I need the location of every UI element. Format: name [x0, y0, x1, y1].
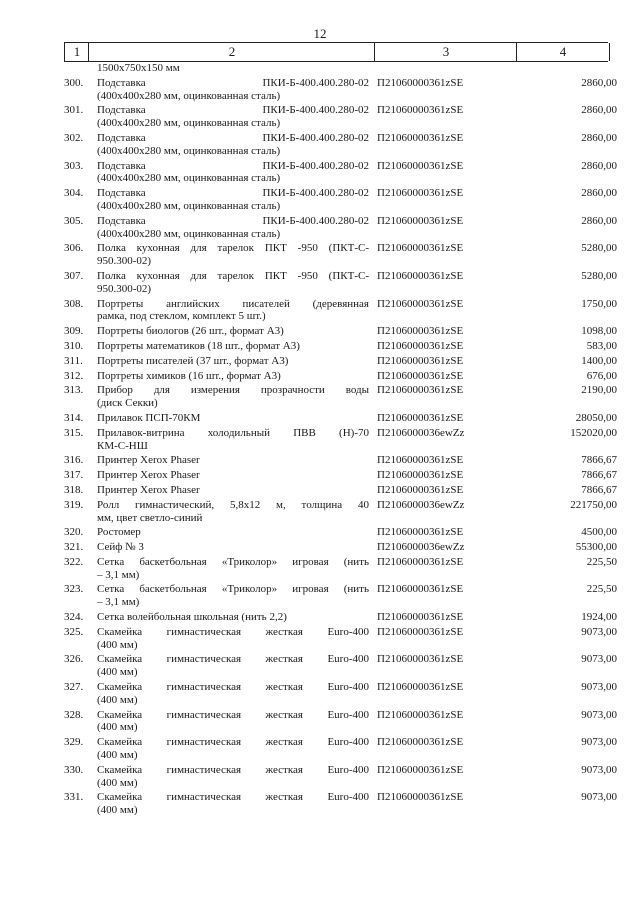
- row-price: 9073,00: [581, 763, 617, 776]
- description-line-1: Портреты английских писателей (деревянная: [97, 297, 369, 310]
- description-line-1: Подставка ПКИ-Б-400.400.280-02: [97, 159, 369, 172]
- row-number: 327.: [64, 681, 84, 694]
- row-description: [97, 160, 369, 186]
- table-row: [64, 681, 624, 707]
- description-line-1: Принтер Xerox Phaser: [97, 454, 200, 467]
- row-code: П21060000361zSE: [377, 653, 464, 666]
- table-row: [64, 298, 624, 324]
- description-line-1: Скамейка гимнастическая жесткая Euro-400: [97, 708, 369, 721]
- description-line-1: Портреты математиков (18 шт., формат А3): [97, 339, 300, 352]
- table-row: [64, 469, 624, 482]
- description-line-1: Прилавок-витрина холодильный ПВВ (Н)-70: [97, 426, 369, 439]
- row-code: П21060000361zSE: [377, 763, 464, 776]
- row-number: 317.: [64, 469, 84, 482]
- row-price: 2860,00: [581, 104, 617, 117]
- row-description: [97, 764, 369, 790]
- header-col-1: 1: [64, 43, 89, 61]
- description-line-1: Скамейка гимнастическая жесткая Euro-400: [97, 736, 369, 749]
- row-description: [97, 242, 369, 268]
- row-price: 2860,00: [581, 214, 617, 227]
- row-number: 330.: [64, 763, 84, 776]
- row-number: 324.: [64, 611, 84, 624]
- table-row: [64, 370, 624, 383]
- table-row: [64, 556, 624, 582]
- row-code: П21060000361zSE: [377, 469, 464, 482]
- row-number: 321.: [64, 541, 84, 554]
- row-description: [97, 556, 369, 582]
- description-line-2: рамка, под стеклом, комплект 5 шт.): [97, 310, 266, 323]
- row-description: [97, 132, 369, 158]
- row-number: 319.: [64, 498, 84, 511]
- row-number: 306.: [64, 242, 84, 255]
- row-number: 308.: [64, 297, 84, 310]
- row-description: [97, 499, 369, 525]
- row-code: П21060000361zSE: [377, 526, 464, 539]
- table-row: [64, 427, 624, 453]
- row-code: П21060000361zSE: [377, 354, 464, 367]
- description-line-2: (400x400x280 мм, оцинкованная сталь): [97, 199, 281, 212]
- row-description: [97, 325, 369, 338]
- description-line-2: 950.300-02): [97, 255, 152, 268]
- description-line-2: (диск Секки): [97, 397, 158, 410]
- row-description: [97, 77, 369, 103]
- description-line-1: Сетка баскетбольная «Триколор» игровая (нить: [97, 583, 369, 596]
- row-number: 323.: [64, 583, 84, 596]
- row-description: [97, 469, 369, 482]
- row-number: 305.: [64, 214, 84, 227]
- row-code: П21060000361zSE: [377, 187, 464, 200]
- table-row: [64, 340, 624, 353]
- row-number: 326.: [64, 653, 84, 666]
- description-line-2: (400 мм): [97, 666, 138, 679]
- description-line-1: Принтер Xerox Phaser: [97, 483, 200, 496]
- table-body: [64, 62, 624, 819]
- row-description: [97, 653, 369, 679]
- row-number: 300.: [64, 76, 84, 89]
- row-description: [97, 270, 369, 296]
- table-row: [64, 526, 624, 539]
- row-code: П21060000361zSE: [377, 791, 464, 804]
- table-row: [64, 764, 624, 790]
- row-price: 7866,67: [581, 483, 617, 496]
- table-row: [64, 412, 624, 425]
- description-line-1: Сетка баскетбольная «Триколор» игровая (нить: [97, 555, 369, 568]
- row-price: 152020,00: [570, 426, 617, 439]
- row-code: П21060000361zSE: [377, 242, 464, 255]
- description-line-2: (400 мм): [97, 804, 138, 817]
- row-code: П21060000361zSE: [377, 411, 464, 424]
- description-line-2: 950.300-02): [97, 282, 152, 295]
- table-row: [64, 611, 624, 624]
- row-code: П21060000361zSE: [377, 159, 464, 172]
- row-description: [97, 626, 369, 652]
- description-line-1: Принтер Xerox Phaser: [97, 469, 200, 482]
- description-line-1: Подставка ПКИ-Б-400.400.280-02: [97, 187, 369, 200]
- row-number: 312.: [64, 369, 84, 382]
- row-description: [97, 370, 369, 383]
- description-line-2: – 3,1 мм): [97, 568, 140, 581]
- row-code: П21060000361zSE: [377, 269, 464, 282]
- description-line-2: (400 мм): [97, 776, 138, 789]
- row-code: П21060000361zSE: [377, 583, 464, 596]
- row-description: [97, 526, 369, 539]
- row-price: 7866,67: [581, 469, 617, 482]
- description-line-2: (400 мм): [97, 721, 138, 734]
- description-line-2: (400 мм): [97, 749, 138, 762]
- description-line-1: Скамейка гимнастическая жесткая Euro-400: [97, 653, 369, 666]
- row-number: 303.: [64, 159, 84, 172]
- row-code: П21060000361zSE: [377, 555, 464, 568]
- row-number: 310.: [64, 339, 84, 352]
- row-price: 2860,00: [581, 76, 617, 89]
- row-code: П21060000361zSE: [377, 325, 464, 338]
- row-price: 9073,00: [581, 681, 617, 694]
- description-line-1: Скамейка гимнастическая жесткая Euro-400: [97, 625, 369, 638]
- description-line-2: (400x400x280 мм, оцинкованная сталь): [97, 144, 281, 157]
- row-number: 313.: [64, 384, 84, 397]
- row-price: 676,00: [586, 369, 617, 382]
- description-line-2: (400x400x280 мм, оцинкованная сталь): [97, 89, 281, 102]
- description-line-1: Подставка ПКИ-Б-400.400.280-02: [97, 76, 369, 89]
- description-line-2: (400x400x280 мм, оцинкованная сталь): [97, 227, 281, 240]
- row-price: 221750,00: [570, 498, 617, 511]
- row-price: 2190,00: [581, 384, 617, 397]
- row-price: 1400,00: [581, 354, 617, 367]
- row-code: П21060000361zSE: [377, 483, 464, 496]
- description-line-1: Полка кухонная для тарелок ПКТ -950 (ПКТ-С-: [97, 242, 369, 255]
- table-row: [64, 791, 624, 817]
- description-line-1: Подставка ПКИ-Б-400.400.280-02: [97, 104, 369, 117]
- row-number: 328.: [64, 708, 84, 721]
- row-description: [97, 709, 369, 735]
- table-row: [64, 454, 624, 467]
- row-number: 301.: [64, 104, 84, 117]
- row-code: П21060000361zSE: [377, 611, 464, 624]
- description-line-1: Подставка ПКИ-Б-400.400.280-02: [97, 214, 369, 227]
- row-price: 583,00: [586, 339, 617, 352]
- row-description: [97, 454, 369, 467]
- table-row: [64, 626, 624, 652]
- row-price: 9073,00: [581, 736, 617, 749]
- table-row: [64, 325, 624, 338]
- table-row: [64, 77, 624, 103]
- table-header: [64, 42, 608, 62]
- description-line-1: Ростомер: [97, 526, 141, 539]
- row-price: 225,50: [586, 583, 617, 596]
- row-code: П21060000361zSE: [377, 297, 464, 310]
- row-number: 309.: [64, 325, 84, 338]
- row-code: П21060000361zSE: [377, 384, 464, 397]
- row-price: 1750,00: [581, 297, 617, 310]
- description-line-1: Сейф № 3: [97, 541, 144, 554]
- row-code: П21060000361zSE: [377, 454, 464, 467]
- row-description: [97, 298, 369, 324]
- row-code: П2106000036ewZz: [377, 426, 465, 439]
- description-line-2: КМ-С-НШ: [97, 439, 148, 452]
- description-line-1: Сетка волейбольная школьная (нить 2,2): [97, 611, 287, 624]
- table-row: [64, 215, 624, 241]
- row-code: П21060000361zSE: [377, 76, 464, 89]
- row-number: 302.: [64, 131, 84, 144]
- row-description: [97, 427, 369, 453]
- header-col-3: 3: [374, 43, 517, 61]
- header-col-2: 2: [88, 43, 375, 61]
- table-row: [64, 653, 624, 679]
- description-line-2: (400x400x280 мм, оцинкованная сталь): [97, 117, 281, 130]
- row-description: [97, 541, 369, 554]
- description-line-1: Скамейка гимнастическая жесткая Euro-400: [97, 681, 369, 694]
- row-number: 318.: [64, 483, 84, 496]
- table-row: [64, 484, 624, 497]
- row-description: [97, 104, 369, 130]
- row-price: 1924,00: [581, 611, 617, 624]
- row-price: 1098,00: [581, 325, 617, 338]
- row-number: 304.: [64, 187, 84, 200]
- table-row: [64, 104, 624, 130]
- row-number: 331.: [64, 791, 84, 804]
- row-description: [97, 611, 369, 624]
- row-price: 5280,00: [581, 242, 617, 255]
- row-number: 307.: [64, 269, 84, 282]
- table-row: [64, 132, 624, 158]
- row-code: П2106000036ewZz: [377, 498, 465, 511]
- row-price: 2860,00: [581, 131, 617, 144]
- row-number: 325.: [64, 625, 84, 638]
- row-code: П21060000361zSE: [377, 131, 464, 144]
- row-number: 329.: [64, 736, 84, 749]
- table-row: [64, 541, 624, 554]
- row-description: [97, 187, 369, 213]
- description-line-2: (400 мм): [97, 693, 138, 706]
- row-code: П21060000361zSE: [377, 214, 464, 227]
- row-price: 9073,00: [581, 791, 617, 804]
- row-description: [97, 412, 369, 425]
- table-row: [64, 270, 624, 296]
- row-code: П21060000361zSE: [377, 681, 464, 694]
- description-line-1: Подставка ПКИ-Б-400.400.280-02: [97, 131, 369, 144]
- page-number: 12: [313, 26, 327, 41]
- row-number: 311.: [64, 354, 83, 367]
- row-code: П21060000361zSE: [377, 104, 464, 117]
- row-price: 5280,00: [581, 269, 617, 282]
- row-code: П21060000361zSE: [377, 736, 464, 749]
- table-row: [64, 499, 624, 525]
- table-row: [64, 583, 624, 609]
- row-price: 225,50: [586, 555, 617, 568]
- description-line-1: Прилавок ПСП-70КМ: [97, 411, 201, 424]
- table-row: [64, 242, 624, 268]
- description-line-1: Ролл гимнастический, 5,8x12 м, толщина 40: [97, 498, 369, 511]
- row-number: 320.: [64, 526, 84, 539]
- row-price: 7866,67: [581, 454, 617, 467]
- row-code: П21060000361zSE: [377, 708, 464, 721]
- row-price: 4500,00: [581, 526, 617, 539]
- table-row: [64, 709, 624, 735]
- row-code: П21060000361zSE: [377, 625, 464, 638]
- description-line-1: Прибор для измерения прозрачности воды: [97, 384, 369, 397]
- description-line-2: (400x400x280 мм, оцинкованная сталь): [97, 172, 281, 185]
- row-description: [97, 384, 369, 410]
- description-line-2: (400 мм): [97, 638, 138, 651]
- description-line-2: – 3,1 мм): [97, 596, 140, 609]
- row-number: 316.: [64, 454, 84, 467]
- row-description: [97, 791, 369, 817]
- row-description: [97, 583, 369, 609]
- description-line-1: Скамейка гимнастическая жесткая Euro-400: [97, 791, 369, 804]
- row-number: 314.: [64, 411, 84, 424]
- row-description: [97, 355, 369, 368]
- row-price: 28050,00: [575, 411, 617, 424]
- row-description: [97, 681, 369, 707]
- header-col-4: 4: [516, 43, 610, 61]
- row-price: 9073,00: [581, 708, 617, 721]
- description-line-1: Портреты биологов (26 шт., формат А3): [97, 325, 284, 338]
- row-price: 9073,00: [581, 625, 617, 638]
- row-number: 315.: [64, 426, 84, 439]
- row-code: П2106000036ewZz: [377, 541, 465, 554]
- row-price: 2860,00: [581, 159, 617, 172]
- table-row: [64, 736, 624, 762]
- description-line-1: Полка кухонная для тарелок ПКТ -950 (ПКТ-С-: [97, 269, 369, 282]
- row-code: П21060000361zSE: [377, 339, 464, 352]
- row-price: 9073,00: [581, 653, 617, 666]
- row-price: 55300,00: [575, 541, 617, 554]
- continuation-text: 1500x750x150 мм: [97, 62, 180, 74]
- row-code: П21060000361zSE: [377, 369, 464, 382]
- row-number: 322.: [64, 555, 84, 568]
- row-price: 2860,00: [581, 187, 617, 200]
- description-line-1: Портреты химиков (16 шт., формат А3): [97, 369, 281, 382]
- row-description: [97, 736, 369, 762]
- row-description: [97, 215, 369, 241]
- row-description: [97, 340, 369, 353]
- description-line-1: Портреты писателей (37 шт., формат А3): [97, 354, 289, 367]
- table-row: [64, 187, 624, 213]
- table-row: [64, 384, 624, 410]
- description-line-2: мм, цвет светло-синий: [97, 511, 203, 524]
- description-line-1: Скамейка гимнастическая жесткая Euro-400: [97, 763, 369, 776]
- table-row: [64, 160, 624, 186]
- row-description: [97, 484, 369, 497]
- table-row: [64, 355, 624, 368]
